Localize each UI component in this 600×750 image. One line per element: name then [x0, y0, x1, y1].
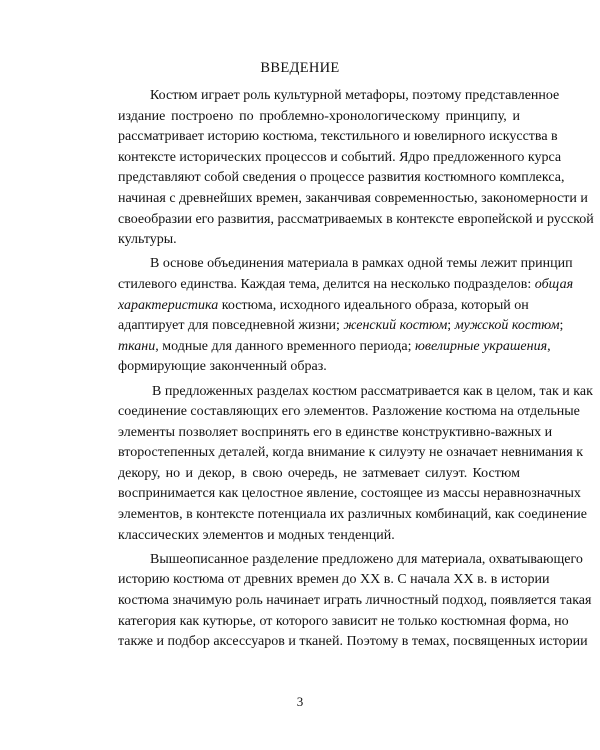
- text-line: костюма значимую роль начинает играть личностный подход, появляется такая: [118, 593, 592, 609]
- text-run: ;: [447, 318, 452, 334]
- paragraph-2: [118, 254, 574, 378]
- text-line: воспринимается как целостное явление, состоящее из массы неравнозначных: [118, 486, 581, 502]
- text-line: Костюм играет роль культурной метафоры, поэтому представленное: [150, 88, 560, 103]
- text-run: стилевого единства. Каждая тема, делится на несколько подразделов:: [118, 276, 532, 292]
- text-run: костюма, исходного идеального образа, который он: [221, 297, 529, 313]
- text-line: культуры.: [118, 232, 177, 248]
- text-line: элементов, в контексте потенциала их различных комбинаций, как соединение: [118, 507, 587, 523]
- text-line: [118, 316, 564, 337]
- text-line: издание построено по проблемно-хронологическому принципу, и: [118, 108, 520, 124]
- text-line: контексте исторических процессов и событий. Ядро предложенного курса: [118, 149, 562, 165]
- text-run: ,: [547, 338, 551, 354]
- text-line: элементы позволяет воспринять его в единстве конструктивно-важных и: [118, 424, 553, 440]
- italic-term-womens-costume: женский костюм: [343, 318, 448, 334]
- text-line: [118, 337, 551, 358]
- page-number: 3: [296, 694, 304, 709]
- text-line: [118, 296, 529, 317]
- text-line: декору, но и декор, в свою очередь, не затмевает силуэт. Костюм: [118, 465, 520, 481]
- paragraph-4: [118, 550, 592, 653]
- text-line: соединение составляющих его элементов. Разложение костюма на отдельные: [118, 404, 580, 420]
- text-line: формирующие законченный образ.: [118, 359, 327, 375]
- italic-term-jewelry: ювелирные украшения: [415, 338, 548, 354]
- text-line: второстепенных деталей, когда внимание к силуэту не означает невнимания к: [118, 445, 583, 461]
- italic-term-fabrics: ткани: [118, 338, 156, 354]
- text-run: ;: [559, 318, 564, 334]
- text-line: классических элементов и модных тенденций.: [118, 527, 395, 543]
- text-line: [118, 275, 574, 296]
- paragraph-1: [118, 86, 594, 251]
- text-line: категория как кутюрье, от которого зависит не только костюмная форма, но: [118, 613, 569, 629]
- italic-term-characteristic: характеристика: [118, 297, 219, 313]
- text-line: историю костюма от древних времен до XX в. С начала XX в. в истории: [118, 572, 550, 588]
- text-line: рассматривает историю костюма, текстильного и ювелирного искусства в: [118, 129, 558, 145]
- text-line: В основе объединения материала в рамках одной темы лежит принцип: [150, 256, 573, 272]
- text-line: представляют собой сведения о процессе развития костюмного комплекса,: [118, 170, 565, 186]
- text-run: адаптирует для повседневной жизни;: [118, 318, 340, 334]
- text-line: Вышеописанное разделение предложено для материала, охватывающего: [150, 551, 583, 567]
- document-body: [118, 86, 594, 653]
- text-line: начиная с древнейших времен, заканчивая современностью, закономерности и: [118, 190, 588, 206]
- text-line: В предложенных разделах костюм рассматривается как в целом, так и как: [152, 383, 593, 399]
- page-title: ВВЕДЕНИЕ: [260, 60, 340, 76]
- italic-term-general: общая: [534, 276, 574, 292]
- text-run: , модные для данного временного периода;: [155, 338, 412, 354]
- text-line: своеобразии его развития, рассматриваемых в контексте европейской и русской: [118, 211, 594, 227]
- paragraph-3: [118, 382, 593, 547]
- italic-term-mens-costume: мужской костюм: [454, 318, 560, 334]
- text-line: также и подбор аксессуаров и тканей. Поэтому в темах, посвященных истории: [118, 634, 588, 650]
